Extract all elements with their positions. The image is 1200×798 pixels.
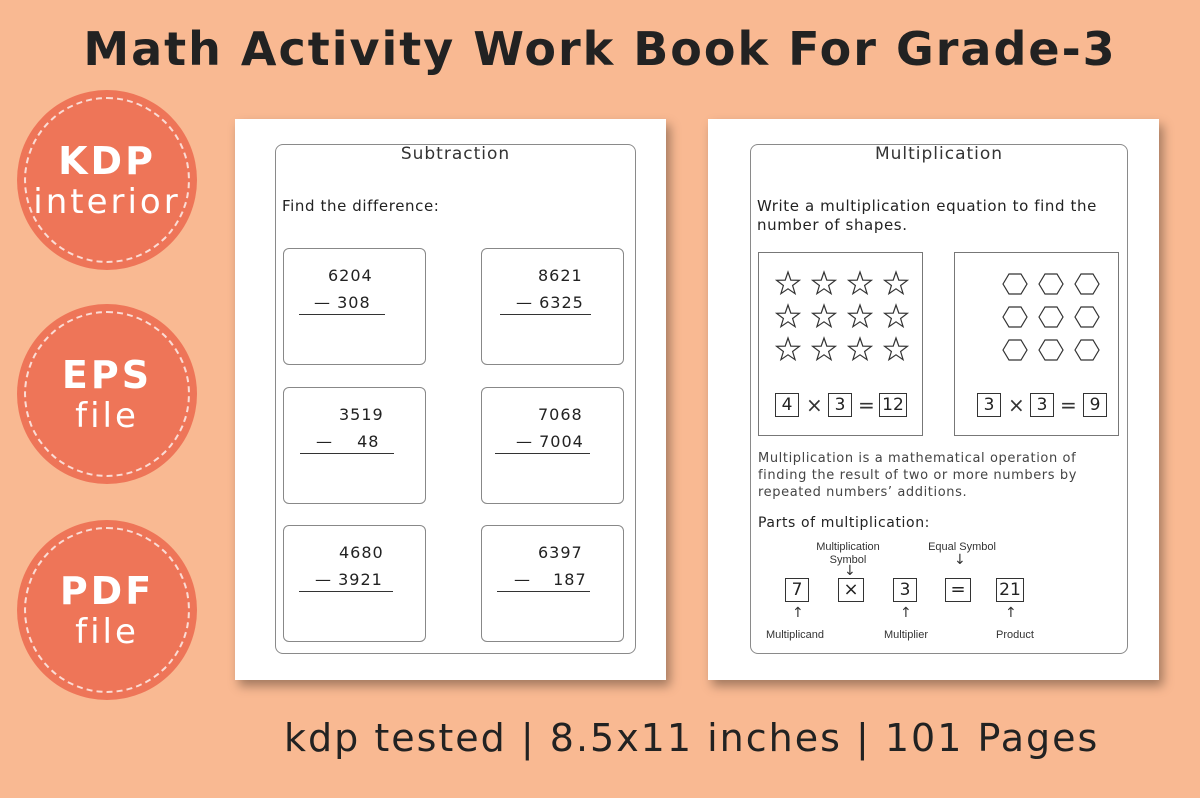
times-symbol: × xyxy=(1008,393,1025,417)
problem-box xyxy=(481,387,624,504)
problem-top: 7068 xyxy=(538,405,583,424)
problem-top: 6397 xyxy=(538,543,583,562)
hexagon-icon xyxy=(1075,307,1099,327)
product-value: 9 xyxy=(1083,393,1107,417)
star-icon xyxy=(813,338,836,360)
badge-line2: file xyxy=(75,396,139,436)
star-icon xyxy=(849,272,872,294)
equals-symbol: = xyxy=(858,393,875,417)
paragraph-line1: Multiplication is a mathematical operation of xyxy=(758,451,1077,466)
label-equal-symbol: Equal Symbol xyxy=(928,541,996,553)
kdp-interior-badge xyxy=(17,90,197,270)
label-symbol-line2: Symbol xyxy=(829,554,867,566)
arrow-up-icon: ↑ xyxy=(1005,605,1017,621)
footer-text: kdp tested | 8.5x11 inches | 101 Pages xyxy=(284,716,1100,760)
arrow-down-icon: ↓ xyxy=(954,552,966,568)
eps-file-badge xyxy=(17,304,197,484)
multiplicand-box: 7 xyxy=(785,578,809,602)
hexagons-grid xyxy=(955,253,1120,363)
instruction-line2: number of shapes. xyxy=(757,216,908,234)
symbol-box: × xyxy=(838,578,864,602)
hexagon-icon xyxy=(1003,274,1027,294)
star-icon xyxy=(813,272,836,294)
problem-box xyxy=(481,525,624,642)
page-title: Subtraction xyxy=(400,144,511,164)
star-icon xyxy=(885,272,908,294)
paragraph-line3: repeated numbers’ additions. xyxy=(758,485,968,500)
answer-line xyxy=(299,591,393,592)
problem-box xyxy=(283,525,426,642)
problem-bottom: — 7004 xyxy=(516,432,584,451)
hexagon-icon xyxy=(1003,340,1027,360)
problem-top: 4680 xyxy=(339,543,384,562)
label-symbol-line1: Multiplication xyxy=(816,541,880,553)
pdf-file-badge xyxy=(17,520,197,700)
star-icon xyxy=(885,338,908,360)
problem-bottom: — 6325 xyxy=(516,293,584,312)
problem-bottom: — 187 xyxy=(514,570,587,589)
problem-bottom: — 48 xyxy=(316,432,380,451)
instruction-line1: Write a multiplication equation to find the xyxy=(757,197,1097,215)
times-symbol: × xyxy=(806,393,823,417)
paragraph-line2: finding the result of two or more numbers by xyxy=(758,468,1077,483)
star-icon xyxy=(885,305,908,327)
factor-b: 3 xyxy=(1030,393,1054,417)
answer-line xyxy=(299,314,385,315)
instruction xyxy=(757,197,1097,235)
answer-line xyxy=(500,314,591,315)
star-icon xyxy=(813,305,836,327)
problem-top: 6204 xyxy=(328,266,373,285)
hexagon-icon xyxy=(1039,274,1063,294)
answer-line xyxy=(495,453,590,454)
factor-b: 3 xyxy=(828,393,852,417)
badge-line1: EPS xyxy=(61,353,153,397)
example-box-hexagons xyxy=(954,252,1119,436)
problem-box xyxy=(283,248,426,365)
hexagon-icon xyxy=(1075,340,1099,360)
equal-box: = xyxy=(945,578,971,602)
arrow-down-icon: ↓ xyxy=(844,563,856,579)
problem-box xyxy=(283,387,426,504)
hexagon-icon xyxy=(1039,340,1063,360)
answer-line xyxy=(497,591,590,592)
problem-bottom: — 3921 xyxy=(315,570,383,589)
example-box-stars xyxy=(758,252,923,436)
definition-paragraph xyxy=(758,450,1077,501)
parts-heading: Parts of multiplication: xyxy=(758,515,930,531)
factor-a: 3 xyxy=(977,393,1001,417)
badge-line1: KDP xyxy=(58,139,156,183)
star-icon xyxy=(777,338,800,360)
multiplier-box: 3 xyxy=(893,578,917,602)
subtraction-page xyxy=(235,119,666,680)
star-icon xyxy=(849,338,872,360)
answer-line xyxy=(300,453,394,454)
factor-a: 4 xyxy=(775,393,799,417)
equals-symbol: = xyxy=(1060,393,1077,417)
page-title: Multiplication xyxy=(874,144,1004,164)
arrow-up-icon: ↑ xyxy=(900,605,912,621)
star-icon xyxy=(777,305,800,327)
multiplication-page xyxy=(708,119,1159,680)
problem-top: 8621 xyxy=(538,266,583,285)
hexagon-icon xyxy=(1039,307,1063,327)
label-multiplicand: Multiplicand xyxy=(765,629,825,641)
badge-line1: PDF xyxy=(59,569,155,613)
star-icon xyxy=(849,305,872,327)
problem-box xyxy=(481,248,624,365)
stars-grid xyxy=(759,253,924,363)
label-multiplier: Multiplier xyxy=(883,629,928,641)
label-product: Product xyxy=(996,629,1034,641)
hexagon-icon xyxy=(1075,274,1099,294)
product-value: 12 xyxy=(879,393,907,417)
arrow-up-icon: ↑ xyxy=(792,605,804,621)
badge-line2: interior xyxy=(33,182,181,222)
problem-bottom: — 308 xyxy=(314,293,371,312)
main-title: Math Activity Work Book For Grade-3 xyxy=(83,22,1117,76)
star-icon xyxy=(777,272,800,294)
product-box: 21 xyxy=(996,578,1024,602)
instruction: Find the difference: xyxy=(282,197,440,215)
hexagon-icon xyxy=(1003,307,1027,327)
badge-line2: file xyxy=(75,612,139,652)
problem-top: 3519 xyxy=(339,405,384,424)
